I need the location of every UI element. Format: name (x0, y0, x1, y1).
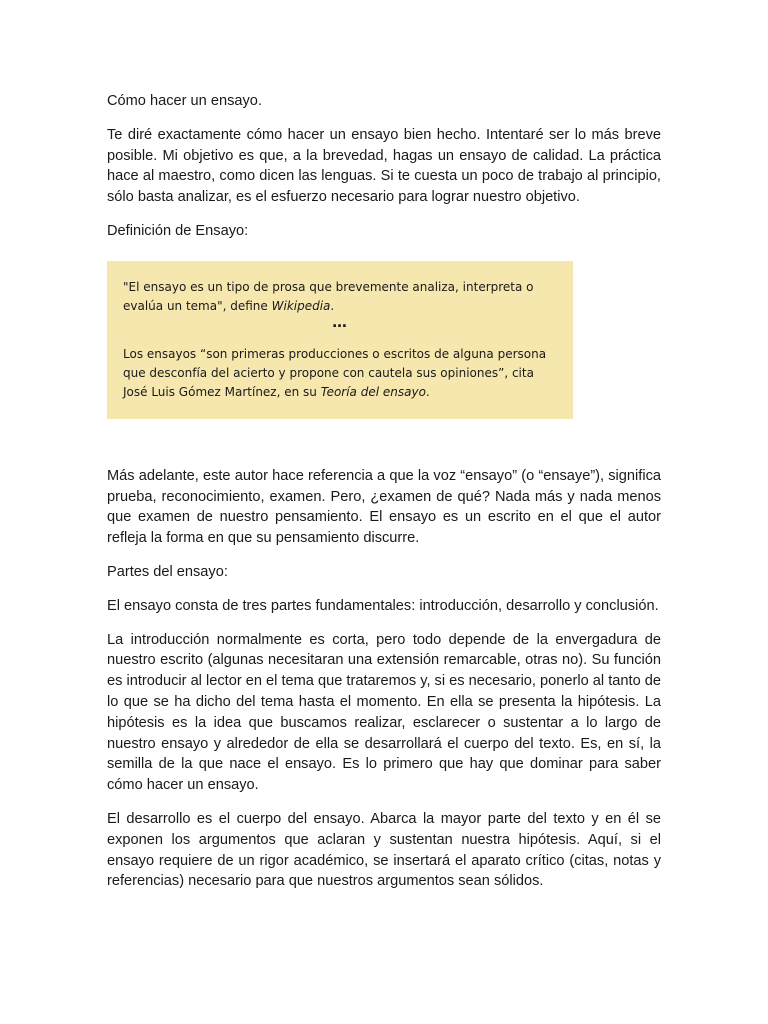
quote-wikipedia (123, 278, 557, 317)
quote-gomez-text: Los ensayos “son primeras producciones o escritos de alguna persona que desconfía del acierto y propone con cautela sus opiniones”, cita José Luis Gómez Martínez, en su (123, 346, 547, 400)
quote-gomez-end: . (425, 385, 430, 400)
quote-gomez-martinez (123, 345, 557, 403)
quote-wikipedia-source: Wikipedia (271, 299, 331, 314)
document-title: Cómo hacer un ensayo. (107, 93, 262, 109)
definition-quote-box (107, 261, 573, 419)
document-page (107, 91, 661, 892)
development-paragraph: El desarrollo es el cuerpo del ensayo. Abarca la mayor parte del texto y en él se exponen los argumentos que aclaran y sustentan nuestra hipótesis. Aquí, si el ensayo requiere de un rigor académico, se insertará el aparato crítico (citas, notas y referencias) necesario para que nuestros argumentos sean sólidos. (107, 810, 661, 890)
quote-wikipedia-end: . (330, 299, 335, 314)
parts-heading: Partes del ensayo: (107, 563, 228, 580)
introduction-paragraph: La introducción normalmente es corta, pero todo depende de la envergadura de nuestro escrito (algunas necesitaran una extensión remarcable, otras no). Su función es introducir al lector en el tema que trataremos y, si es necesario, ponerlo al tanto de lo que se ha dicho del tema hasta el momento. En ella se presenta la hipótesis. La hipótesis es la idea que buscamos realizar, esclarecer o sustentar a lo largo de nuestro ensayo y alrededor de ella se desarrollará el cuerpo del texto. Es, en sí, la semilla de la que nace el ensayo. Es lo primero que hay que dominar para saber cómo hacer un ensayo. (107, 631, 661, 794)
parts-intro-paragraph: El ensayo consta de tres partes fundamentales: introducción, desarrollo y conclusión. (107, 597, 659, 614)
quote-separator: … (332, 313, 348, 331)
intro-paragraph: Te diré exactamente cómo hacer un ensayo bien hecho. Intentaré ser lo más breve posible. Mi objetivo es que, a la brevedad, hagas un ensayo de calidad. La práctica hace al maestro, como dicen las lenguas. Si te cuesta un poco de trabajo al principio, sólo basta analizar, es el esfuerzo necesario para lograr nuestro objetivo. (107, 126, 661, 206)
quote-gomez-source: Teoría del ensayo (320, 385, 426, 400)
paragraph-after-quote: Más adelante, este autor hace referencia a que la voz “ensayo” (o “ensaye”), significa prueba, reconocimiento, examen. Pero, ¿examen de qué? Nada más y nada menos que examen de nuestro pensamiento. El ensayo es un escrito en el que el autor refleja la forma en que su pensamiento discurre. (107, 467, 661, 547)
definition-heading: Definición de Ensayo: (107, 222, 249, 239)
quote-wikipedia-text: "El ensayo es un tipo de prosa que brevemente analiza, interpreta o evalúa un tema", define (123, 279, 534, 314)
